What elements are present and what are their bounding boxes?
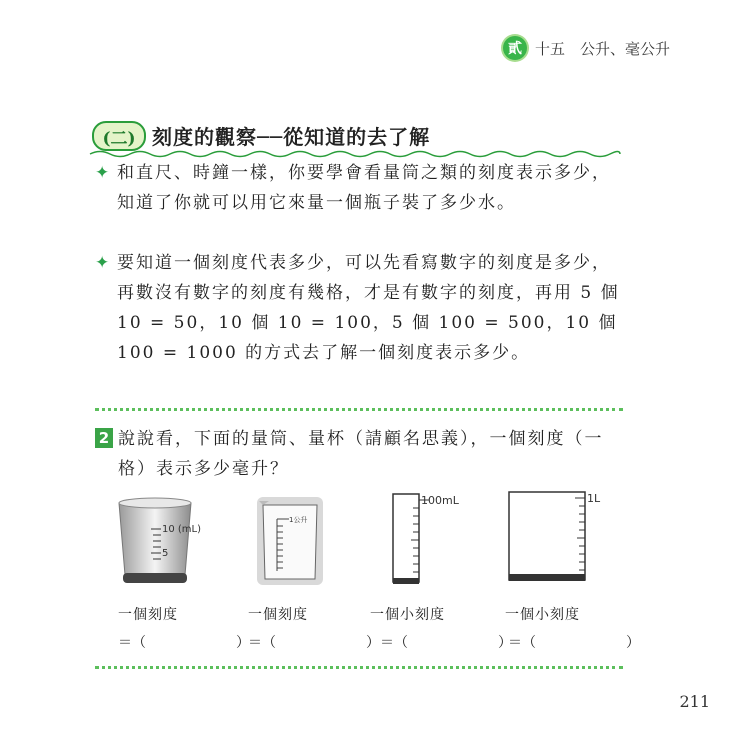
page-number: 211 (679, 692, 710, 711)
measuring-container-icon (505, 488, 605, 588)
answer-open: ＝（ (508, 635, 536, 651)
dotted-divider-bottom (95, 666, 623, 669)
section-number: (二) (92, 121, 146, 151)
answer-2 (248, 632, 380, 652)
container-label: 1L (587, 492, 601, 505)
beaker-icon (255, 495, 325, 590)
answer-open: ＝（ (380, 635, 408, 651)
answer-close: ） (366, 635, 380, 651)
caption-1: 一個刻度 (118, 607, 178, 623)
bullet-1 (95, 158, 625, 253)
cylinder-label: 100mL (421, 494, 459, 507)
chapter-header (503, 36, 670, 60)
question-number: 2 (95, 428, 113, 448)
caption-4: 一個小刻度 (505, 607, 580, 623)
answer-blank[interactable] (152, 632, 230, 652)
bullet-2 (95, 248, 625, 398)
answer-4 (508, 632, 640, 652)
answer-close: ） (236, 635, 250, 651)
dotted-divider-top (95, 408, 623, 411)
bullet-star-icon: ✦ (95, 163, 112, 183)
answer-close: ） (626, 635, 640, 651)
answer-blank[interactable] (282, 632, 360, 652)
answer-blank[interactable] (542, 632, 620, 652)
graduated-cylinder-icon (385, 490, 465, 590)
answer-1 (118, 632, 250, 652)
answer-close: ） (498, 635, 512, 651)
answer-3 (380, 632, 512, 652)
caption-2: 一個刻度 (248, 607, 308, 623)
section-title: 刻度的觀察──從知道的去了解 (152, 125, 431, 149)
answer-open: ＝（ (118, 635, 146, 651)
bullet-star-icon: ✦ (95, 253, 112, 273)
beaker-label: 1公升 (289, 516, 308, 524)
answer-blank[interactable] (414, 632, 492, 652)
cup-label-10: 10 (mL) (162, 524, 202, 535)
chapter-badge: 貳 (503, 36, 527, 60)
answer-open: ＝（ (248, 635, 276, 651)
bullet-text: 和直尺、時鐘一樣，你要學會看量筒之類的刻度表示多少，知道了你就可以用它來量一個瓶子裝了多少水。 (117, 163, 611, 213)
bullet-text: 要知道一個刻度代表多少，可以先看寫數字的刻度是多少，再數沒有數字的刻度有幾格，才是有數字的刻度，再用 5 個 10 = 50，10 個 10 = 100，5 個 100 = 500，10 個 100 = 1000 的方式去了解一個刻度表示多少。 (117, 253, 620, 363)
chapter-title: 十五 公升、毫公升 (534, 39, 670, 58)
question-text: 說說看，下面的量筒、量杯（請顧名思義），一個刻度（一格）表示多少毫升？ (118, 429, 604, 479)
cup-label-5: 5 (162, 548, 169, 559)
section-heading (90, 115, 620, 159)
caption-3: 一個小刻度 (370, 607, 445, 623)
measuring-cup-icon (115, 495, 202, 590)
